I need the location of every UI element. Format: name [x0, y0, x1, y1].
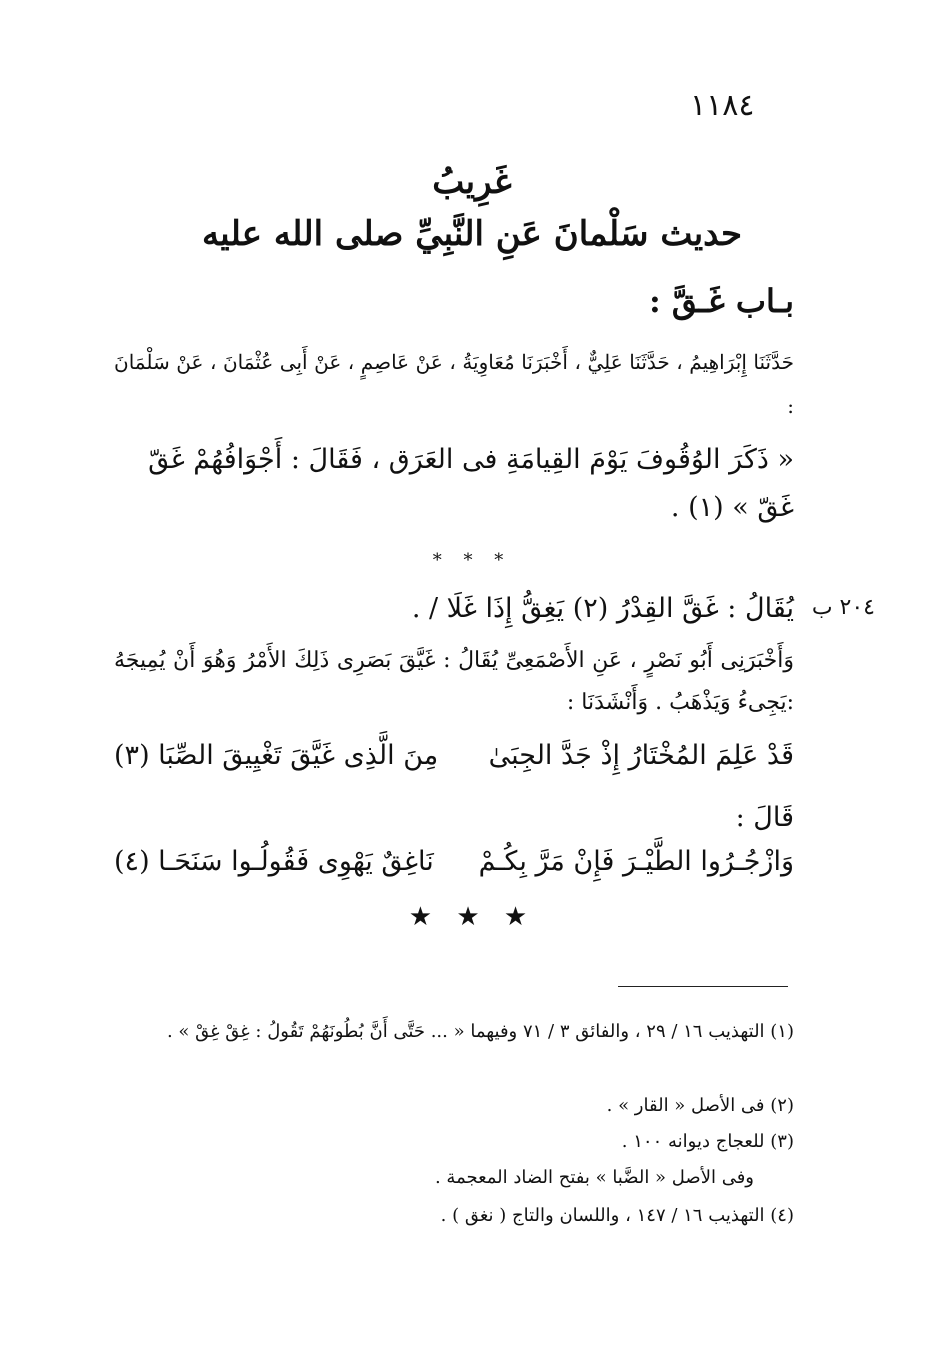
verse-1 — [114, 740, 794, 771]
isnad-text: حَدَّثَنَا إِبْرَاهِيمُ ، حَدَّثَنَا عَلِيٌّ ، أَخْبَرَنَا مُعَاوِيَةُ ، عَنْ عَاصِمٍ ، عَنْ أَبِى عُثْمَانَ ، عَنْ سَلْمَانَ : — [114, 350, 794, 418]
verse-2-second-hemistich: نَاغِقٌ يَهْوِى فَقُولُـوا سَنَحَـا (٤) — [114, 846, 434, 877]
separator-stars-small: * * * — [432, 550, 512, 571]
footnote-3-continuation: وفى الأصل « الضَّبا » بفتح الضاد المعجمة . — [434, 1167, 754, 1188]
explanation-text: يُقَالُ : غَقَّ القِدْرُ (٢) يَغِقُّ إِذَا غَلَا / . — [411, 593, 794, 624]
footnote-4: (٤) التهذيب ١٦ / ١٤٧ ، واللسان والتاج ( نغق ) . — [440, 1205, 794, 1226]
margin-folio-reference: ٢٠٤ ب — [811, 595, 875, 620]
footnote-2: (٢) فى الأصل « القار » . — [606, 1095, 794, 1116]
verse-1-second-hemistich: مِنَ الَّذِى غَيَّقَ تَغْيِيقَ الصِّبَا (٣) — [114, 740, 439, 771]
verse-2 — [114, 846, 794, 877]
report-text: وَأَخْبَرَنِى أَبُو نَصْرٍ ، عَنِ الأَصْمَعِىِّ يُقَالُ : غَيَّقَ بَصَرِى ذَلِكَ الأَمْرُ وَهُوَ أَنْ يُمِيجَهُ :يَجِىءُ وَيَذْهَبُ . وَأَنْشَدَنَا : — [114, 648, 794, 715]
heading-line-1: غَرِيبُ — [432, 162, 512, 202]
page-number: ١١٨٤ — [690, 88, 755, 123]
section-title: بـاب غَـقَّ : — [648, 282, 794, 320]
hadith-text: « ذَكَرَ الوُقُوفَ يَوْمَ القِيامَةِ فى العَرَق ، فَقَالَ : أَجْوَافُهُمْ غَقّ غَقّ » (١) . — [148, 444, 794, 523]
footnote-1: (١) التهذيب ١٦ / ٢٩ ، والفائق ٣ / ٧١ وفيهما « ... حَتَّى أَنَّ بُطُونَهُمْ تَقُولُ : غِقْ غِقْ » . — [166, 1021, 794, 1042]
footnote-3: (٣) للعجاج ديوانه ١٠٠ . — [621, 1131, 794, 1152]
footnote-divider — [618, 986, 788, 987]
heading-line-2: حديث سَلْمانَ عَنِ النَّبِيِّ صلى الله عليه — [201, 214, 743, 254]
verse-2-first-hemistich: وَازْجُـرُوا الطَّيْـرَ فَإِنْ مَرَّ بِكُـمْ — [478, 846, 794, 877]
qala-label: قَالَ : — [735, 802, 794, 833]
verse-1-first-hemistich: قَدْ عَلِمَ المُخْتَارُ إِذْ جَدَّ الجِبَىٰ — [488, 740, 794, 771]
separator-stars-large: ★ ★ ★ — [408, 902, 536, 932]
